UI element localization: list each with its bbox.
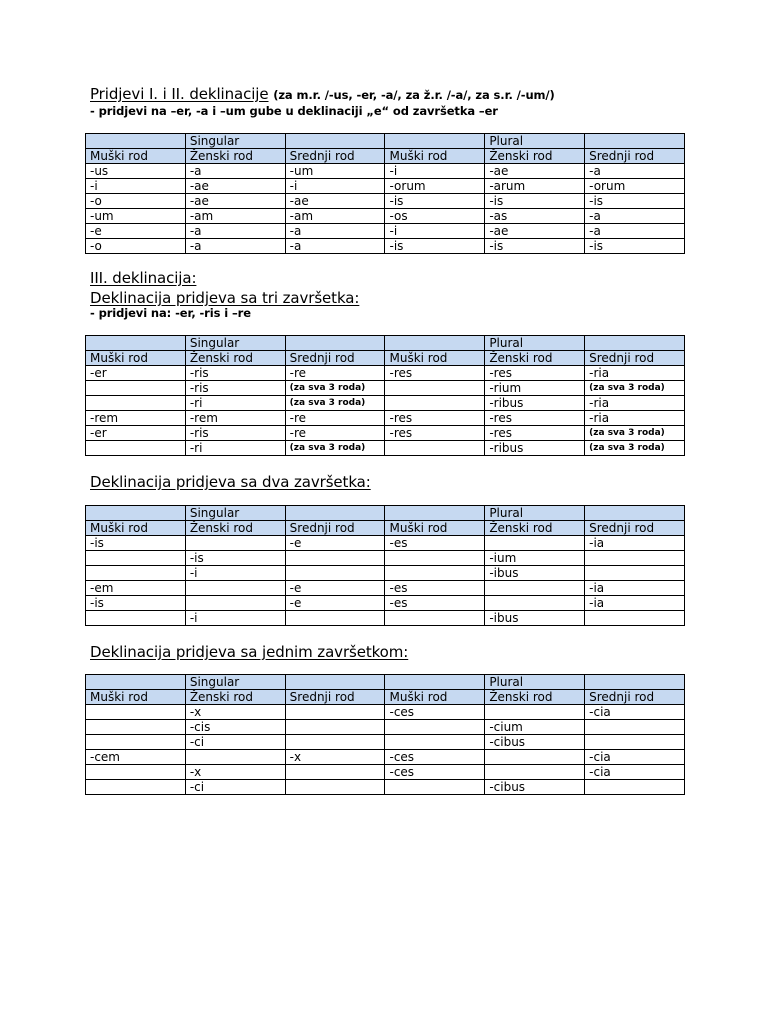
table-cell: -x (285, 750, 385, 765)
table-cell: -rem (86, 411, 186, 426)
table-cell: -em (86, 581, 186, 596)
number-header-row (86, 506, 685, 521)
table-cell: (za sva 3 roda) (585, 381, 685, 396)
table-row (86, 780, 685, 795)
table-cell (285, 765, 385, 780)
table-cell: -a (285, 239, 385, 254)
table-cell: -es (385, 596, 485, 611)
table-cell: -ae (185, 194, 285, 209)
gender-header-cell: Ženski rod (185, 149, 285, 164)
table-cell (385, 611, 485, 626)
table-cell: (za sva 3 roda) (285, 381, 385, 396)
section-4-title: Deklinacija pridjeva sa jednim završetkom: (90, 643, 409, 661)
table-cell (585, 780, 685, 795)
table-cell: -a (185, 164, 285, 179)
table-cell (86, 780, 186, 795)
table-cell: -os (385, 209, 485, 224)
table-cell (285, 566, 385, 581)
table-row (86, 426, 685, 441)
gender-header-cell: Srednji rod (285, 521, 385, 536)
table-cell: -res (485, 411, 585, 426)
table-cell: -ria (585, 396, 685, 411)
table-cell (86, 765, 186, 780)
table-cell: -ribus (485, 441, 585, 456)
table-cell: -a (585, 209, 685, 224)
table-cell: -ri (185, 396, 285, 411)
table-cell (485, 596, 585, 611)
declension-table-2 (85, 335, 685, 456)
table-cell: -ces (385, 705, 485, 720)
table-cell (385, 551, 485, 566)
table-cell: -ris (185, 426, 285, 441)
table-cell: (za sva 3 roda) (585, 441, 685, 456)
table-cell (285, 551, 385, 566)
number-header-cell (385, 506, 485, 521)
number-header-cell (86, 134, 186, 149)
table-cell (285, 720, 385, 735)
table-cell: -rem (185, 411, 285, 426)
table-cell: -e (285, 536, 385, 551)
number-header-cell (86, 336, 186, 351)
table-cell: -a (285, 224, 385, 239)
table-cell: -ces (385, 765, 485, 780)
table-cell: -res (385, 411, 485, 426)
gender-header-cell: Srednji rod (285, 149, 385, 164)
table-cell (285, 735, 385, 750)
gender-header-cell: Srednji rod (585, 351, 685, 366)
number-header-cell: Plural (485, 506, 585, 521)
table-cell (385, 735, 485, 750)
table-cell: -i (385, 164, 485, 179)
table-cell: -ae (485, 224, 585, 239)
table-row (86, 194, 685, 209)
table-cell (385, 720, 485, 735)
table-cell: -res (385, 426, 485, 441)
table-cell: -ri (185, 441, 285, 456)
table-cell: -cia (585, 765, 685, 780)
table-cell: -ria (585, 411, 685, 426)
table-cell: -o (86, 194, 186, 209)
table-cell: -orum (585, 179, 685, 194)
table-cell: -am (185, 209, 285, 224)
section-1-title: Pridjevi I. i II. deklinacije (90, 85, 269, 103)
gender-header-cell: Srednji rod (285, 351, 385, 366)
table-cell: -ci (185, 780, 285, 795)
gender-header-cell: Muški rod (385, 351, 485, 366)
table-cell (185, 536, 285, 551)
table-cell (585, 611, 685, 626)
table-row (86, 224, 685, 239)
table-cell: -es (385, 581, 485, 596)
section-2-heading (90, 269, 196, 287)
section-3-heading (90, 473, 371, 491)
table-cell (185, 750, 285, 765)
table-cell: -is (585, 239, 685, 254)
gender-header-cell: Muški rod (86, 149, 186, 164)
table-cell: -es (385, 536, 485, 551)
number-header-cell (285, 506, 385, 521)
table-cell (86, 735, 186, 750)
number-header-cell (585, 675, 685, 690)
table-cell: -x (185, 765, 285, 780)
table-cell: -cibus (485, 780, 585, 795)
declension-table-3 (85, 505, 685, 626)
declension-table-4 (85, 674, 685, 795)
table-cell (285, 705, 385, 720)
number-header-row (86, 336, 685, 351)
table-cell (385, 396, 485, 411)
table-cell: -is (585, 194, 685, 209)
table-cell: -cia (585, 750, 685, 765)
table-cell: -e (285, 596, 385, 611)
table-row (86, 411, 685, 426)
number-header-cell: Plural (485, 336, 585, 351)
gender-header-cell: Ženski rod (485, 351, 585, 366)
section-2-heading-2 (90, 289, 359, 307)
table-cell: -is (86, 536, 186, 551)
table-cell: -re (285, 411, 385, 426)
section-1-note: (za m.r. /-us, -er, -a/, za ž.r. /-a/, za s.r. /-um/) (273, 88, 555, 102)
table-cell: -ia (585, 536, 685, 551)
table-cell: -us (86, 164, 186, 179)
section-1-heading (90, 85, 555, 103)
table-cell: -i (185, 566, 285, 581)
table-row (86, 209, 685, 224)
gender-header-cell: Muški rod (385, 521, 485, 536)
table-cell (485, 750, 585, 765)
table-cell (485, 765, 585, 780)
number-header-cell (285, 336, 385, 351)
table-cell: -a (185, 239, 285, 254)
table-cell: -er (86, 426, 186, 441)
table-cell (86, 705, 186, 720)
table-row (86, 705, 685, 720)
table-cell: -er (86, 366, 186, 381)
table-cell: -ia (585, 596, 685, 611)
table-cell (285, 611, 385, 626)
table-cell (385, 441, 485, 456)
table-cell (86, 381, 186, 396)
table-cell (485, 705, 585, 720)
table-cell: (za sva 3 roda) (285, 396, 385, 411)
table-cell: -i (86, 179, 186, 194)
table-cell: -o (86, 239, 186, 254)
table-row (86, 366, 685, 381)
number-header-cell (585, 134, 685, 149)
gender-header-cell: Ženski rod (485, 521, 585, 536)
table-cell: -cium (485, 720, 585, 735)
declension-table-1 (85, 133, 685, 254)
table-cell: -res (385, 366, 485, 381)
table-row (86, 536, 685, 551)
table-cell: -ribus (485, 396, 585, 411)
table-cell: -is (185, 551, 285, 566)
table-cell: -i (385, 224, 485, 239)
table-row (86, 611, 685, 626)
table-row (86, 239, 685, 254)
table-cell (585, 566, 685, 581)
section-1-subtitle: - pridjevi na –er, -a i –um gube u deklinaciji „e“ od završetka –er (90, 104, 498, 118)
table-cell: -a (585, 224, 685, 239)
table-cell: -ium (485, 551, 585, 566)
table-cell (86, 396, 186, 411)
table-cell (485, 536, 585, 551)
table-cell (185, 596, 285, 611)
table-cell: -ris (185, 366, 285, 381)
table-cell: -a (185, 224, 285, 239)
table-cell: -um (86, 209, 186, 224)
number-header-cell (585, 336, 685, 351)
table-cell (86, 720, 186, 735)
table-cell: -res (485, 426, 585, 441)
table-cell (585, 551, 685, 566)
table-cell: -cis (185, 720, 285, 735)
table-cell: -e (285, 581, 385, 596)
gender-header-cell: Srednji rod (285, 690, 385, 705)
gender-header-cell: Muški rod (86, 690, 186, 705)
table-cell: -um (285, 164, 385, 179)
table-cell: (za sva 3 roda) (585, 426, 685, 441)
number-header-cell (86, 506, 186, 521)
gender-header-cell: Ženski rod (485, 690, 585, 705)
table-row (86, 441, 685, 456)
table-cell: -arum (485, 179, 585, 194)
gender-header-cell: Ženski rod (185, 351, 285, 366)
table-cell (385, 780, 485, 795)
number-header-cell: Singular (185, 336, 285, 351)
table-cell (285, 780, 385, 795)
table-row (86, 381, 685, 396)
table-cell: -a (585, 164, 685, 179)
table-cell: -ria (585, 366, 685, 381)
gender-header-cell: Ženski rod (185, 521, 285, 536)
table-cell: -ibus (485, 611, 585, 626)
table-cell: -am (285, 209, 385, 224)
table-cell: -cibus (485, 735, 585, 750)
table-cell: -rium (485, 381, 585, 396)
table-row (86, 396, 685, 411)
table-cell (385, 566, 485, 581)
table-row (86, 164, 685, 179)
table-cell: -is (385, 194, 485, 209)
number-header-row (86, 134, 685, 149)
table-row (86, 179, 685, 194)
table-cell: -ibus (485, 566, 585, 581)
section-2-subtitle: - pridjevi na: -er, -ris i –re (90, 306, 251, 320)
table-cell: -cem (86, 750, 186, 765)
number-header-cell (285, 675, 385, 690)
table-cell: -ae (485, 164, 585, 179)
table-cell: -i (285, 179, 385, 194)
table-cell (585, 720, 685, 735)
table-row (86, 566, 685, 581)
table-cell: -re (285, 426, 385, 441)
table-cell: -x (185, 705, 285, 720)
gender-header-cell: Srednji rod (585, 149, 685, 164)
number-header-cell (385, 336, 485, 351)
table-row (86, 596, 685, 611)
section-4-heading (90, 643, 408, 661)
table-cell: -as (485, 209, 585, 224)
table-cell (86, 611, 186, 626)
table-cell (86, 441, 186, 456)
table-cell: (za sva 3 roda) (285, 441, 385, 456)
table-row (86, 765, 685, 780)
gender-header-cell: Muški rod (385, 149, 485, 164)
section-2-title-1: III. deklinacija: (90, 269, 197, 287)
gender-header-cell: Srednji rod (585, 521, 685, 536)
table-cell: -re (285, 366, 385, 381)
number-header-cell: Plural (485, 134, 585, 149)
section-2-title-2: Deklinacija pridjeva sa tri završetka: (90, 289, 360, 307)
gender-header-cell: Srednji rod (585, 690, 685, 705)
table-cell: -ris (185, 381, 285, 396)
number-header-cell (385, 675, 485, 690)
number-header-cell (585, 506, 685, 521)
gender-header-cell: Muški rod (385, 690, 485, 705)
number-header-cell: Singular (185, 506, 285, 521)
table-cell: -ia (585, 581, 685, 596)
table-cell (86, 551, 186, 566)
number-header-cell: Singular (185, 675, 285, 690)
table-cell: -is (485, 239, 585, 254)
table-cell (485, 581, 585, 596)
table-row (86, 581, 685, 596)
table-cell: -ci (185, 735, 285, 750)
gender-header-cell: Muški rod (86, 351, 186, 366)
table-cell: -i (185, 611, 285, 626)
gender-header-row (86, 351, 685, 366)
table-row (86, 750, 685, 765)
table-cell: -is (385, 239, 485, 254)
gender-header-row (86, 149, 685, 164)
number-header-cell (86, 675, 186, 690)
table-row (86, 735, 685, 750)
gender-header-row (86, 690, 685, 705)
table-cell: -is (485, 194, 585, 209)
section-3-title: Deklinacija pridjeva sa dva završetka: (90, 473, 371, 491)
table-row (86, 720, 685, 735)
table-cell: -res (485, 366, 585, 381)
table-cell: -is (86, 596, 186, 611)
table-cell (86, 566, 186, 581)
table-row (86, 551, 685, 566)
table-cell: -e (86, 224, 186, 239)
gender-header-cell: Muški rod (86, 521, 186, 536)
table-cell: -ae (185, 179, 285, 194)
number-header-cell (285, 134, 385, 149)
gender-header-cell: Ženski rod (185, 690, 285, 705)
number-header-row (86, 675, 685, 690)
table-cell: -cia (585, 705, 685, 720)
table-cell (585, 735, 685, 750)
table-cell: -ae (285, 194, 385, 209)
table-cell: -orum (385, 179, 485, 194)
number-header-cell (385, 134, 485, 149)
number-header-cell: Singular (185, 134, 285, 149)
gender-header-row (86, 521, 685, 536)
table-cell: -ces (385, 750, 485, 765)
gender-header-cell: Ženski rod (485, 149, 585, 164)
table-cell (185, 581, 285, 596)
number-header-cell: Plural (485, 675, 585, 690)
table-cell (385, 381, 485, 396)
